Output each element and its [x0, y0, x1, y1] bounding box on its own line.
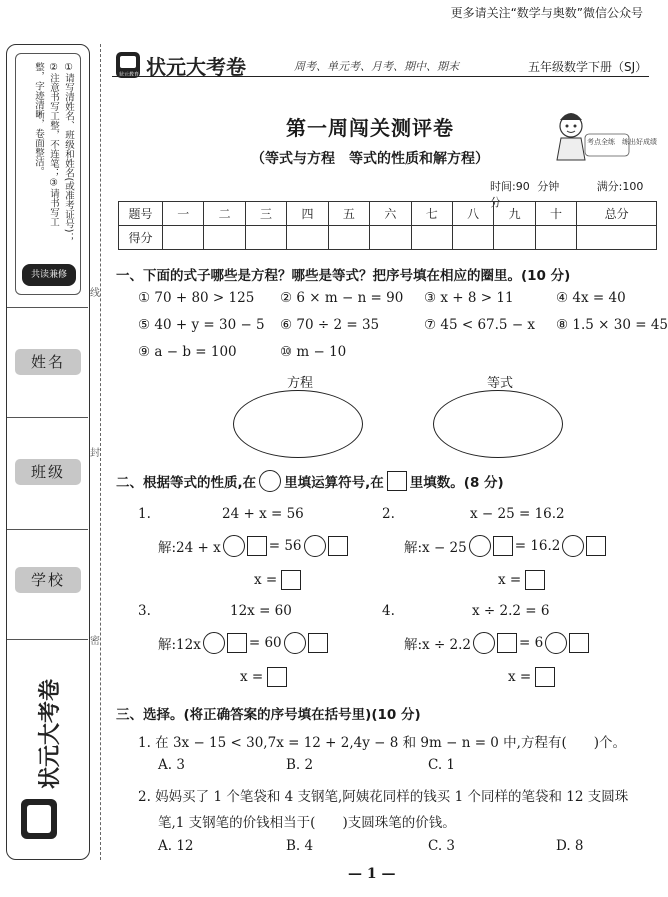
page-subtitle: （等式与方程 等式的性质和解方程）	[251, 151, 489, 167]
operator-blank[interactable]	[562, 535, 584, 557]
strip-divider	[7, 529, 88, 530]
score-cell: 九	[494, 202, 535, 226]
cut-label: 封	[90, 448, 100, 459]
expression-item: ⑨ a − b = 100	[138, 344, 237, 360]
option[interactable]: A. 12	[158, 838, 194, 854]
section-2-title-part: 里填运算符号,在	[284, 475, 384, 491]
expression-item: ① 70 + 80 > 125	[138, 290, 255, 306]
cut-line	[100, 44, 101, 860]
score-input-cell[interactable]	[328, 226, 369, 250]
operator-blank[interactable]	[203, 632, 225, 654]
score-cell: 七	[411, 202, 452, 226]
question-1: 1. 在 3x − 15 < 30,7x = 12 + 2,4y − 8 和 9m − n = 0 中,方程有( )个。	[138, 735, 627, 751]
question-2-line-2: 笔,1 支钢笔的价钱相当于( )支圆珠笔的价钱。	[158, 815, 456, 831]
page-number: — 1 —	[348, 866, 396, 882]
score-input-cell[interactable]	[204, 226, 245, 250]
number-blank[interactable]	[586, 536, 606, 556]
score-input-cell[interactable]	[163, 226, 204, 250]
number-blank[interactable]	[227, 633, 247, 653]
score-input-cell[interactable]	[535, 226, 576, 250]
brand-small-text: 状元教育	[119, 72, 140, 78]
expression-item: ③ x + 8 > 11	[424, 290, 514, 306]
question-2-line-1: 2. 妈妈买了 1 个笔袋和 4 支钢笔,阿姨花同样的钱买 1 个同样的笔袋和 12 支圆珠	[138, 789, 629, 805]
score-cell: 三	[245, 202, 286, 226]
number-blank[interactable]	[493, 536, 513, 556]
answer-line	[508, 667, 555, 687]
score-input-cell[interactable]	[370, 226, 411, 250]
problem-number: 2.	[382, 506, 395, 522]
exam-notes: ①请写清姓名、班级和姓名(或准考证号)；②注意书写工整，不连笔；③请书写工整，字迹清晰，卷面整洁。	[33, 62, 74, 242]
score-cell: 八	[452, 202, 493, 226]
answer-blank[interactable]	[267, 667, 287, 687]
strip-divider	[7, 417, 88, 418]
score-cell: 一	[163, 202, 204, 226]
solution-left: 解:12x	[158, 637, 201, 653]
number-blank[interactable]	[497, 633, 517, 653]
equation-label: 方程	[286, 376, 313, 391]
solution-right: = 60	[248, 635, 282, 651]
option[interactable]: A. 3	[158, 757, 185, 773]
time-info: 时间:90 分钟	[490, 180, 560, 193]
answer-line	[240, 667, 287, 687]
problem-equation: 12x = 60	[230, 603, 292, 619]
score-table-header-row	[119, 202, 657, 226]
name-field-label: 姓名	[15, 349, 81, 375]
solution-line	[404, 535, 606, 557]
solution-right: = 6	[519, 635, 544, 651]
score-info: 满分:100 分	[490, 180, 644, 209]
option[interactable]: B. 4	[286, 838, 314, 854]
operator-blank[interactable]	[545, 632, 567, 654]
brand-logo-text: 状元大考卷	[146, 55, 246, 79]
square-symbol-icon	[387, 471, 407, 491]
problem-equation: x − 25 = 16.2	[470, 506, 565, 522]
cut-label: 密	[90, 636, 100, 647]
score-input-cell[interactable]	[287, 226, 328, 250]
exam-notes-box	[15, 53, 81, 295]
answer-blank[interactable]	[535, 667, 555, 687]
option[interactable]: C. 1	[428, 757, 456, 773]
solution-left: 解:24 + x	[158, 540, 221, 556]
answer-label: x =	[240, 669, 264, 685]
score-cell: 十	[535, 202, 576, 226]
expression-item: ⑧ 1.5 × 30 = 45	[556, 317, 668, 333]
answer-line	[498, 570, 545, 590]
notes-badge: 共读兼修	[22, 264, 76, 286]
cut-label: 线	[90, 288, 100, 299]
score-cell: 题号	[119, 202, 163, 226]
expression-item: ④ 4x = 40	[556, 290, 626, 306]
number-blank[interactable]	[569, 633, 589, 653]
number-blank[interactable]	[328, 536, 348, 556]
brand-logo-vertical-text: 状元大考卷	[38, 678, 63, 789]
solution-left: 解:x − 25	[404, 540, 467, 556]
option[interactable]: B. 2	[286, 757, 314, 773]
score-cell: 总分	[577, 202, 657, 226]
operator-blank[interactable]	[304, 535, 326, 557]
expression-item: ⑩ m − 10	[280, 344, 347, 360]
expression-item: ② 6 × m − n = 90	[280, 290, 404, 306]
problem-number: 4.	[382, 603, 395, 619]
score-cell: 二	[204, 202, 245, 226]
score-cell: 六	[370, 202, 411, 226]
brand-logo-vertical	[17, 649, 79, 849]
solution-right: = 56	[268, 538, 302, 554]
problem-equation: x ÷ 2.2 = 6	[472, 603, 550, 619]
operator-blank[interactable]	[469, 535, 491, 557]
problem-number: 1.	[138, 506, 151, 522]
answer-label: x =	[498, 572, 522, 588]
score-table	[118, 201, 657, 250]
score-cell: 四	[287, 202, 328, 226]
section-2-title	[116, 470, 504, 492]
strip-divider	[7, 307, 88, 308]
header-rule	[112, 76, 649, 77]
equation-answer-oval[interactable]	[233, 390, 363, 458]
binding-strip	[6, 44, 90, 860]
solution-line	[158, 632, 328, 654]
circle-symbol-icon	[259, 470, 281, 492]
expression-item: ⑤ 40 + y = 30 − 5	[138, 317, 265, 333]
number-blank[interactable]	[308, 633, 328, 653]
solution-line	[158, 535, 348, 557]
expression-item: ⑦ 45 < 67.5 − x	[424, 317, 536, 333]
answer-label: x =	[508, 669, 532, 685]
solution-left: 解:x ÷ 2.2	[404, 637, 472, 653]
option[interactable]: D. 8	[556, 838, 584, 854]
equality-label: 等式	[486, 376, 513, 391]
mascot-caption: 考点全练 练出好成绩	[587, 138, 657, 146]
section-3-title: 三、选择。(将正确答案的序号填在括号里)(10 分)	[116, 707, 421, 723]
expression-item: ⑥ 70 ÷ 2 = 35	[280, 317, 380, 333]
equality-answer-oval[interactable]	[433, 390, 563, 458]
mascot-icon	[551, 104, 657, 164]
problem-equation: 24 + x = 56	[222, 506, 304, 522]
problem-number: 3.	[138, 603, 151, 619]
school-field-label: 学校	[15, 567, 81, 593]
strip-divider	[7, 639, 88, 640]
section-1-title: 一、下面的式子哪些是方程？哪些是等式？把序号填在相应的圈里。(10 分)	[116, 268, 571, 284]
operator-blank[interactable]	[284, 632, 306, 654]
class-field-label: 班级	[15, 459, 81, 485]
answer-blank[interactable]	[525, 570, 545, 590]
option[interactable]: C. 3	[428, 838, 456, 854]
score-input-cell[interactable]	[577, 226, 657, 250]
number-blank[interactable]	[247, 536, 267, 556]
score-table-score-row	[119, 226, 657, 250]
exam-types: 周考、单元考、月考、期中、期末	[294, 60, 459, 73]
score-input-cell[interactable]	[452, 226, 493, 250]
section-2-title-part: 二、根据等式的性质,在	[116, 475, 257, 491]
score-input-cell[interactable]	[245, 226, 286, 250]
solution-right: = 16.2	[514, 538, 561, 554]
operator-blank[interactable]	[473, 632, 495, 654]
score-input-cell[interactable]	[411, 226, 452, 250]
page-title: 第一周闯关测评卷	[286, 116, 454, 140]
section-2-title-part: 里填数。(8 分)	[409, 475, 504, 491]
operator-blank[interactable]	[223, 535, 245, 557]
score-cell: 五	[328, 202, 369, 226]
solution-line	[404, 632, 589, 654]
top-note: 更多请关注“数学与奥数”微信公众号	[450, 6, 643, 20]
score-input-cell[interactable]	[494, 226, 535, 250]
answer-line	[254, 570, 301, 590]
answer-label: x =	[254, 572, 278, 588]
answer-blank[interactable]	[281, 570, 301, 590]
grade-label: 五年级数学下册（SJ）	[528, 60, 648, 74]
score-cell: 得分	[119, 226, 163, 250]
